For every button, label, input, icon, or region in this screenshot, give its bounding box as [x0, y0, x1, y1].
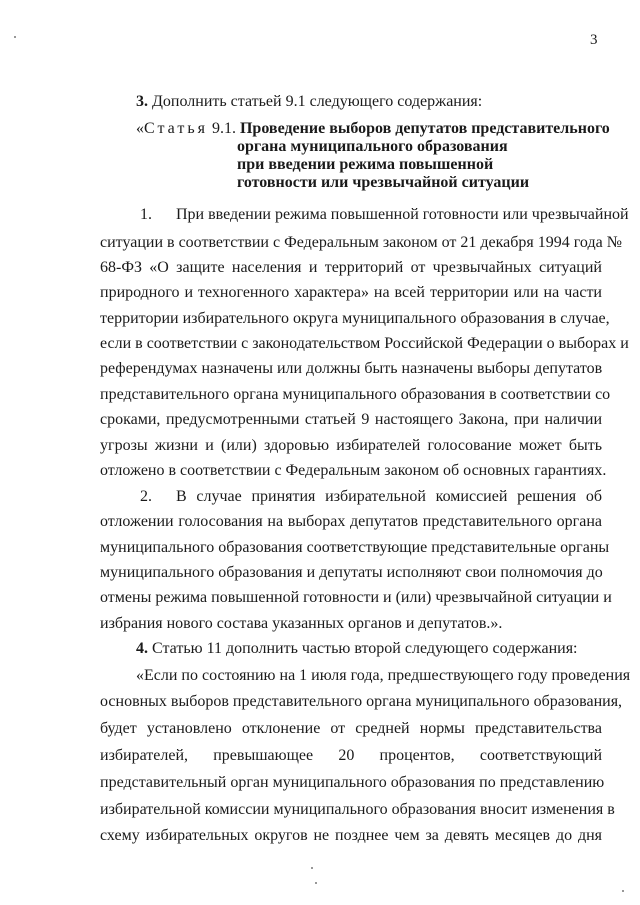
para-1-line: представительного органа муниципального образования в соответствии со — [100, 386, 611, 403]
para-3-line: схему избирательных округов не позднее чем за девять месяцев до дня — [100, 827, 602, 844]
para-3-first-text: «Если по состоянию на 1 июля года, предшествующего году проведения — [136, 667, 631, 684]
section-4-number: 4. — [136, 640, 148, 657]
article-word: Статья — [144, 120, 208, 137]
para-1-line: 68-ФЗ «О защите населения и территорий от чрезвычайных ситуаций — [100, 259, 602, 276]
para-3-line: будет установлено отклонение от средней нормы представительства — [100, 720, 602, 737]
section-3-line — [136, 92, 638, 112]
scan-speck — [14, 36, 16, 38]
article-title-line-2: органа муниципального образования — [237, 138, 508, 155]
scan-speck — [311, 867, 313, 869]
para-2-line: отмены режима повышенной готовности и (или) чрезвычайной ситуации и — [100, 589, 612, 606]
para-1-line: угрозы жизни и (или) здоровью избирателей голосование может быть — [100, 437, 602, 454]
para-1-line: референдумах назначены или должны быть назначены выборы депутатов — [100, 360, 603, 377]
para-2-last-line: избрания нового состава указанных органов и депутатов.». — [100, 615, 503, 632]
para-1-first-text: При введении режима повышенной готовности или чрезвычайной — [176, 206, 629, 223]
scan-speck — [315, 882, 317, 884]
scan-speck — [622, 890, 624, 892]
para-1-line: ситуации в соответствии с Федеральным законом от 21 декабря 1994 года № — [100, 234, 622, 251]
para-1-line: сроками, предусмотренными статьей 9 настоящего Закона, при наличии — [100, 411, 602, 428]
article-title-line-1: Проведение выборов депутатов представительного — [239, 120, 610, 137]
section-4-text: Статью 11 дополнить частью второй следующего содержания: — [148, 640, 578, 657]
para-3-line: представительный орган муниципального образования по представлению — [100, 774, 605, 791]
para-1-line: территории избирательного округа муниципального образования в случае, — [100, 310, 610, 327]
article-number: 9.1. — [207, 120, 240, 137]
para-1-line: если в соответствии с законодательством Российской Федерации о выборах и — [100, 335, 629, 352]
para-3-line: основных выборов представительного органа муниципального образования, — [100, 693, 623, 710]
para-2-number: 2. — [140, 488, 152, 505]
para-1-line: природного и техногенного характера» на всей территории или на части — [100, 284, 602, 301]
para-1-last-line: отложено в соответствии с Федеральным законом об основных гарантиях. — [100, 462, 607, 479]
para-2-first-text: В случае принятия избирательной комиссией решения об — [176, 488, 602, 505]
page-number: 3 — [590, 32, 598, 48]
para-2-line: муниципального образования и депутаты исполняют свои полномочия до — [100, 564, 603, 581]
para-2-line: отложении голосования на выборах депутатов представительного органа — [100, 513, 602, 530]
section-3-text: Дополнить статьей 9.1 следующего содержания: — [148, 93, 483, 110]
para-3-line: избирательной комиссии муниципального образования вносит изменения в — [100, 801, 615, 818]
section-4-line — [136, 639, 638, 659]
para-3-line: избирателей, превышающее 20 процентов, соответствующий — [100, 747, 602, 764]
article-title-line-3: при введении режима повышенной — [237, 156, 494, 173]
article-title-line-4: готовности или чрезвычайной ситуации — [237, 174, 530, 191]
section-3-number: 3. — [136, 93, 148, 110]
article-heading-line-1 — [136, 119, 638, 139]
para-1-number: 1. — [140, 206, 152, 223]
para-2-line: муниципального образования соответствующие представительные органы — [100, 539, 610, 556]
article-open-quote: « — [136, 120, 144, 137]
